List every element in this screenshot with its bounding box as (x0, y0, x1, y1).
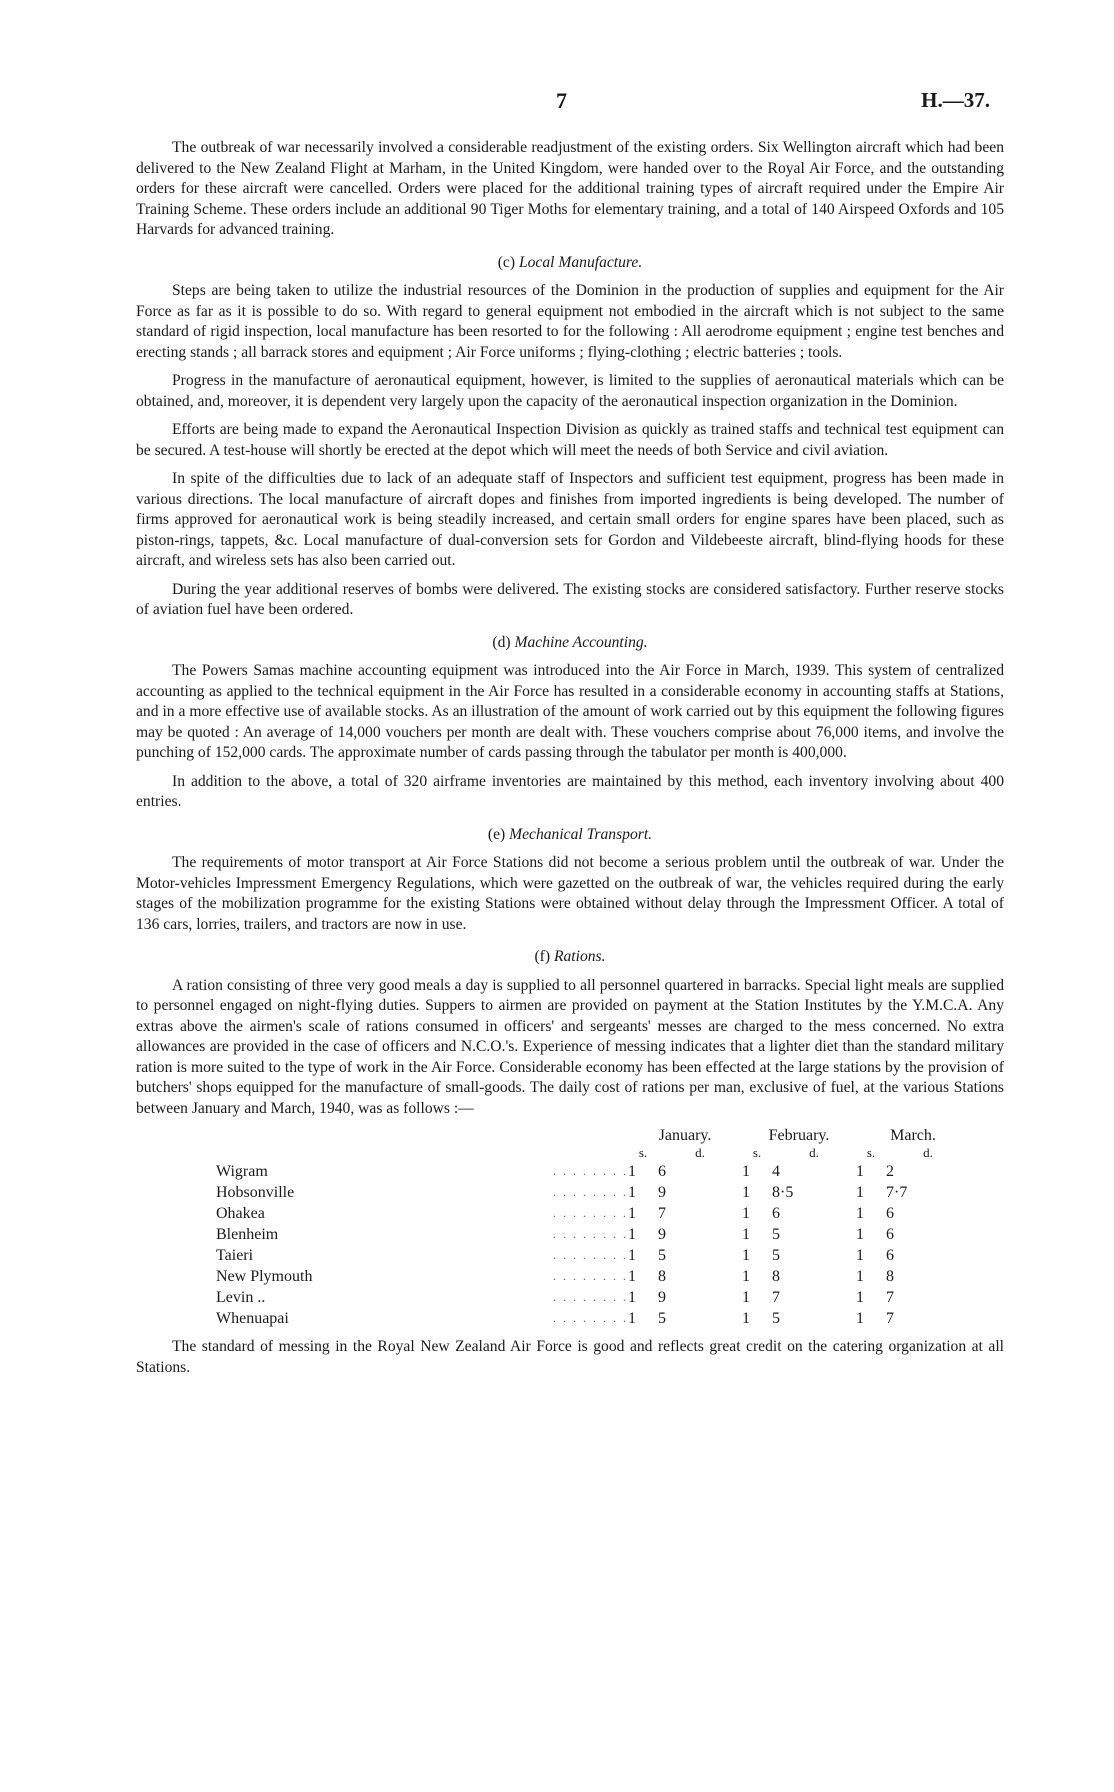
paragraph: The Powers Samas machine accounting equipment was introduced into the Air Force in March, 1939. This system of centralized accounting as applied to the technical equipment in the Air Force has resulted in a considerable economy in accounting staffs at Stations, and in a more effective use of available stocks. As an illustration of the amount of work carried out by this equipment the following figures may be quoted : An average of 14,000 vouchers per month are dealt with. These vouchers comprise about 76,000 items, and involve the punching of 152,000 cards. The approximate number of cards passing through the tabulator per month is 400,000. (136, 662, 1004, 761)
rations-table (216, 1127, 970, 1329)
unit-label: d. (695, 1145, 705, 1160)
station-name: Blenheim (216, 1226, 279, 1243)
section-letter: (c) (497, 253, 516, 271)
cell-value: 2 (886, 1163, 894, 1180)
cell-value: 1 (742, 1289, 750, 1306)
table-row (216, 1161, 970, 1182)
unit-label: s. (866, 1145, 876, 1160)
cell-value: 5 (658, 1247, 666, 1264)
dot-leader: . . . . . . . . (553, 1290, 628, 1304)
cell-value: 1 (856, 1289, 864, 1306)
table-unit-header (216, 1144, 970, 1161)
cell-value: 1 (856, 1247, 864, 1264)
station-name: Taieri (216, 1247, 254, 1264)
cell-value: 1 (742, 1184, 750, 1201)
station-name: Levin .. (216, 1289, 266, 1306)
table-row (216, 1266, 970, 1287)
section-heading (136, 825, 1004, 846)
paragraph: In addition to the above, a total of 320 airframe inventories are maintained by this method, each inventory involving about 400 entries. (136, 772, 1004, 810)
station-name: Whenuapai (216, 1310, 289, 1327)
cell-value: 7 (658, 1205, 666, 1222)
paragraph: Progress in the manufacture of aeronautical equipment, however, is limited to the supplies of aeronautical materials which can be obtained, and, moreover, it is dependent very largely upon the capacity of the aeronautical inspection organization in the Dominion. (136, 372, 1004, 410)
body-text (136, 138, 1004, 1386)
table-row (216, 1287, 970, 1308)
dot-leader: . . . . . . . . (553, 1206, 628, 1220)
cell-value: 1 (628, 1247, 636, 1264)
paragraph: Efforts are being made to expand the Aeronautical Inspection Division as quickly as trained staffs and technical test equipment can be secured. A test-house will shortly be erected at the depot which will meet the needs of both Service and civil aviation. (136, 421, 1004, 459)
page-number: 7 (556, 88, 567, 113)
cell-value: 1 (856, 1268, 864, 1285)
unit-label: s. (638, 1145, 648, 1160)
station-name: New Plymouth (216, 1268, 313, 1285)
paragraph: In spite of the difficulties due to lack of an adequate staff of Inspectors and sufficient test equipment, progress has been made in various directions. The local manufacture of aircraft dopes and finishes from imported ingredients is being developed. The number of firms approved for aeronautical work is being steadily increased, and certain small orders for engine spares have been placed, such as piston-rings, tappets, &c. Local manufacture of dual-conversion sets for Gordon and Vildebeeste aircraft, blind-flying hoods for these aircraft, and wireless sets has also been carried out. (136, 470, 1004, 569)
paragraph: Steps are being taken to utilize the industrial resources of the Dominion in the production of supplies and equipment for the Air Force as far as it is possible to do so. With regard to general equipment not embodied in the aircraft which is not subject to the same standard of rigid inspection, local manufacture has been resorted to for the following : All aerodrome equipment ; engine test benches and erecting stands ; all barrack stores and equipment ; Air Force uniforms ; flying-clothing ; electric batteries ; tools. (136, 282, 1004, 361)
station-name: Ohakea (216, 1205, 265, 1222)
dot-leader: . . . . . . . . (553, 1311, 628, 1325)
cell-value: 1 (856, 1310, 864, 1327)
section-letter: (d) (492, 633, 511, 651)
cell-value: 6 (886, 1226, 894, 1243)
cell-value: 8 (772, 1268, 780, 1285)
dot-leader: . . . . . . . . (553, 1185, 628, 1199)
unit-label: d. (923, 1145, 933, 1160)
month-header: February. (768, 1127, 830, 1144)
unit-label: s. (752, 1145, 762, 1160)
table-row (216, 1308, 970, 1329)
month-header: March. (890, 1127, 936, 1144)
cell-value: 7·7 (886, 1184, 908, 1201)
unit-label: d. (809, 1145, 819, 1160)
cell-value: 5 (772, 1247, 780, 1264)
cell-value: 5 (658, 1310, 666, 1327)
dot-leader: . . . . . . . . (553, 1248, 628, 1262)
cell-value: 4 (772, 1163, 780, 1180)
station-name: Wigram (216, 1163, 268, 1180)
cell-value: 6 (886, 1247, 894, 1264)
cell-value: 9 (658, 1184, 666, 1201)
cell-value: 1 (742, 1163, 750, 1180)
cell-value: 8 (658, 1268, 666, 1285)
closing-paragraph: The standard of messing in the Royal New Zealand Air Force is good and reflects great credit on the catering organization at all Stations. (136, 1338, 1004, 1376)
cell-value: 1 (628, 1163, 636, 1180)
section-title: Machine Accounting. (514, 633, 648, 651)
cell-value: 1 (628, 1310, 636, 1327)
cell-value: 1 (628, 1226, 636, 1243)
cell-value: 1 (856, 1226, 864, 1243)
paragraph: A ration consisting of three very good meals a day is supplied to all personnel quartered in barracks. Special light meals are supplied to personnel engaged on night-flying duties. Suppers to airmen are provided on payment at the Station Institutes by the Y.M.C.A. Any extras above the airmen's scale of rations consumed in officers' and sergeants' messes are charged to the mess concerned. No extra allowances are provided in the case of officers and N.C.O.'s. Experience of messing indicates that a lighter diet than the standard military ration is more suited to the type of work in the Air Force. Considerable economy has been effected at the large stations by the provision of butchers' shops equipped for the manufacture of small-goods. The daily cost of rations per man, exclusive of fuel, at the various Stations between January and March, 1940, was as follows :— (136, 976, 1004, 1117)
cell-value: 1 (742, 1205, 750, 1222)
dot-leader: . . . . . . . . (553, 1269, 628, 1283)
cell-value: 1 (856, 1163, 864, 1180)
table-row (216, 1245, 970, 1266)
section-heading (136, 253, 1004, 274)
table-row (216, 1182, 970, 1203)
cell-value: 1 (742, 1247, 750, 1264)
cell-value: 9 (658, 1289, 666, 1306)
section-letter: (f) (534, 948, 551, 965)
document-reference: H.—37. (921, 88, 990, 112)
cell-value: 9 (658, 1226, 666, 1243)
cell-value: 7 (886, 1310, 894, 1327)
cell-value: 5 (772, 1226, 780, 1243)
cell-value: 1 (742, 1268, 750, 1285)
section-title: Local Manufacture. (518, 253, 643, 271)
paragraph: The requirements of motor transport at Air Force Stations did not become a serious problem until the outbreak of war. Under the Motor-vehicles Impressment Emergency Regulations, which were gazetted on the outbreak of war, the vehicles required during the early stages of the mobilization programme for the existing Stations were obtained without delay through the Impressment Officer. A total of 136 cars, lorries, trailers, and tractors are now in use. (136, 854, 1004, 933)
cell-value: 6 (772, 1205, 780, 1222)
section-title: Mechanical Transport. (509, 825, 653, 843)
cell-value: 1 (856, 1205, 864, 1222)
cell-value: 7 (772, 1289, 780, 1306)
cell-value: 6 (658, 1163, 666, 1180)
dot-leader: . . . . . . . . (553, 1164, 628, 1178)
section-heading (136, 633, 1004, 654)
cell-value: 1 (856, 1184, 864, 1201)
cell-value: 1 (628, 1268, 636, 1285)
table-row (216, 1224, 970, 1245)
section-letter: (e) (487, 825, 506, 843)
section-title: Rations. (553, 948, 606, 965)
table-month-header (216, 1127, 970, 1144)
cell-value: 1 (628, 1184, 636, 1201)
cell-value: 1 (628, 1205, 636, 1222)
table-row (216, 1203, 970, 1224)
section-heading (136, 947, 1004, 968)
cell-value: 1 (628, 1289, 636, 1306)
cell-value: 1 (742, 1310, 750, 1327)
paragraph: During the year additional reserves of bombs were delivered. The existing stocks are considered satisfactory. Further reserve stocks of aviation fuel have been ordered. (136, 580, 1004, 618)
cell-value: 1 (742, 1226, 750, 1243)
cell-value: 8·5 (772, 1184, 794, 1201)
station-name: Hobsonville (216, 1184, 295, 1201)
cell-value: 5 (772, 1310, 780, 1327)
paragraph: The outbreak of war necessarily involved a considerable readjustment of the existing orders. Six Wellington aircraft which had been delivered to the New Zealand Flight at Marham, in the United Kingdom, were handed over to the Royal Air Force, and the outstanding orders for these aircraft were cancelled. Orders were placed for the additional training types of aircraft required under the Empire Air Training Scheme. These orders include an additional 90 Tiger Moths for elementary training, and a total of 140 Airspeed Oxfords and 105 Harvards for advanced training. (136, 139, 1004, 238)
cell-value: 6 (886, 1205, 894, 1222)
month-header: January. (658, 1127, 712, 1144)
dot-leader: . . . . . . . . (553, 1227, 628, 1241)
cell-value: 8 (886, 1268, 894, 1285)
cell-value: 7 (886, 1289, 894, 1306)
